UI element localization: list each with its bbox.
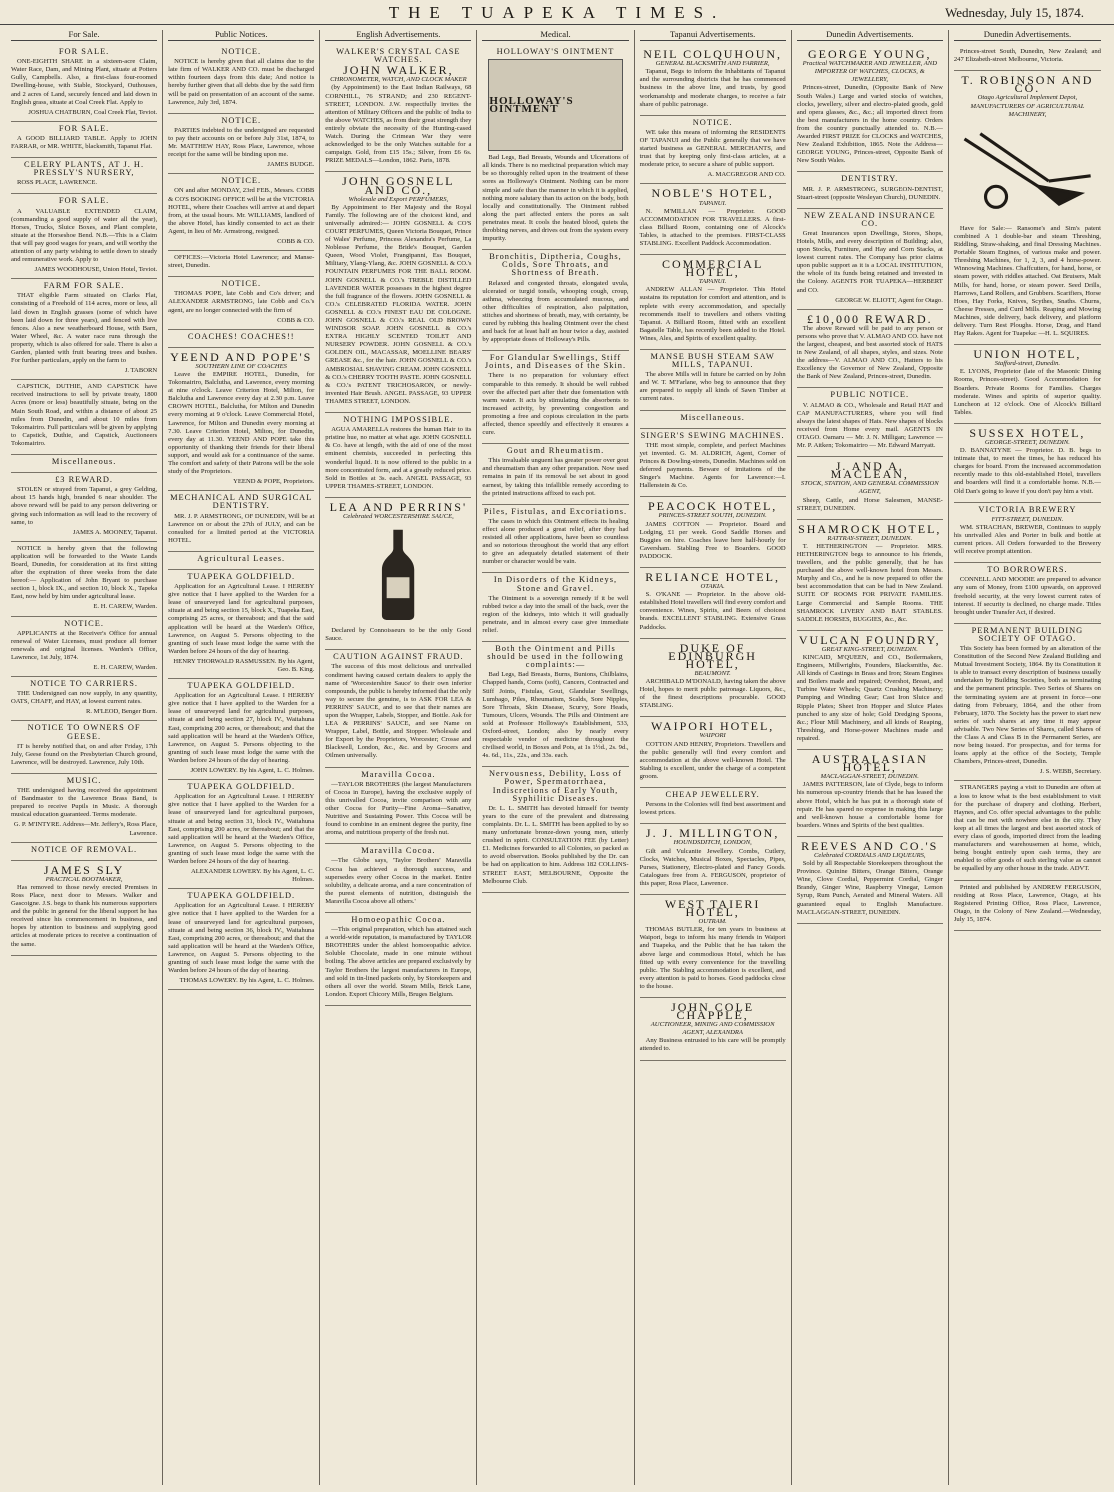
ad-title: Miscellaneous. bbox=[51, 457, 117, 467]
advertisement bbox=[640, 788, 786, 824]
advertisement bbox=[954, 345, 1101, 424]
ad-body: IT is hereby notified that, on and after Friday, 17th July, Geese found on the Presbyterian Church ground, Lawrence, will be destroyed. Lawrence, July 10th. bbox=[11, 742, 158, 766]
ad-body: The Ointment is a sovereign remedy if it be well rubbed twice a day into the small of the back, over the region of the kidneys, into which it will gradually penetrate, and in almost every case give immediate relief. bbox=[482, 594, 629, 634]
advertisement bbox=[11, 380, 157, 455]
advertisement bbox=[168, 277, 314, 329]
ad-headline: £10,000 REWARD. bbox=[806, 311, 933, 326]
ad-subtitle: Celebrated WORCESTERSHIRE SAUCE, bbox=[342, 512, 454, 520]
ad-body: ANDREW ALLAN — Proprietor. This Hotel sustains its reputation for comfort and attention, and is replete with every accommodation, and specially recommends itself to travellers and others visiting Tapanui. A Billiard Room, fitted with an excellent Bagatelle Table, has recently been added to the Hotel. Wines, Ales, and Spirits of excellent quality. bbox=[639, 286, 786, 342]
ad-title: Both the Ointment and Pills should be used in the following complaints:— bbox=[487, 644, 624, 670]
advertisement bbox=[168, 348, 314, 492]
masthead bbox=[0, 0, 1114, 25]
advertisement bbox=[168, 570, 314, 679]
section-header: Dunedin Advertisements. bbox=[797, 30, 943, 41]
advertisement bbox=[482, 250, 628, 351]
ad-signature: JOHN LOWERY. By his Agent, L. C. Holmes. bbox=[190, 767, 315, 775]
advertisement bbox=[11, 455, 157, 473]
ad-signature: THOMAS LOWERY. By his Agent, L. C. Holmes. bbox=[179, 977, 315, 985]
ad-title: CAUTION AGAINST FRAUD. bbox=[333, 652, 464, 662]
advertisement bbox=[797, 209, 943, 310]
column-4 bbox=[477, 30, 634, 1485]
ad-body: Application for an Agricultural Lease. I HEREBY give notice that I have applied to the Warden for a lease of unsurveyed land for agricultural purposes, situate at and being section 15, block X., Tuapeka East, comprising 25 acres, or thereabout; and that the said application will be heard at the Warden's Office, Lawrence, on August 5. Persons objecting to the granting of such lease must lodge the same with the Warden before 24 hours of the day of hearing. bbox=[168, 583, 315, 655]
ad-body: Leave the EMPIRE HOTEL, Dunedin, for Tokomairiro, Balclutha, and Lawrence, every morning at nine o'clock. Leave Criterion Hotel, Milton, for Balclutha and Lawrence every day at 2.30 p.m. Leave CROWN HOTEL, Balclutha, for Milton and Dunedin every morning at 9 o'clock. Leave Commercial Hotel, Lawrence, for Milton and Dunedin every morning at 7.30. Leave Criterion Hotel, Milton, for Dunedin, every day at 11.30. YEEND AND POPE take this opportunity of thanking their friends for their liberal support, and would ask for a continuance of the same. The comfort and safety of their Patrons will be the sole study of the Proprietors. bbox=[168, 371, 315, 476]
ad-headline: YEEND AND POPE'S bbox=[170, 349, 313, 364]
ad-body: ARCHIBALD M'DONALD, having taken the above Hotel, hopes to merit public patronage. Liquors, &c., of the finest descriptions procurable. GOOD STABLING. bbox=[639, 678, 786, 710]
ad-title: Nervousness, Debility, Loss of Power, Spermatorrhaea, Indiscretions of Early Youth, Syphilitic Diseases. bbox=[489, 769, 622, 803]
newspaper-title: THE TUAPEKA TIMES. bbox=[388, 3, 726, 22]
ad-title: Maravilla Cocoa. bbox=[361, 769, 436, 779]
advertisement bbox=[482, 45, 628, 250]
ad-signature: E. H. CAREW, Warden. bbox=[93, 603, 158, 611]
sauce-bottle-icon bbox=[325, 525, 471, 620]
holloway-illustration bbox=[488, 59, 622, 151]
ad-subtitle: Otago Agricultural Implement Depot, MANUFACTURERS OF AGRICULTURAL MACHINERY, bbox=[970, 94, 1085, 118]
ad-title: COACHES! COACHES!! bbox=[187, 331, 295, 341]
ad-title: HOLLOWAY'S OINTMENT bbox=[496, 47, 615, 57]
ad-body: STRANGERS paying a visit to Dunedin are often at a loss to know what is the best establishment to visit for the purchase of drapery and clothing. Herbert, Haynes, and Co. offer special advantages to the public that can be met with nowhere else in the city. They keep at all times the largest and best assorted stock of every class of goods, imported direct from the leading manufacturers and warehousemen at home, which, being bought entirely upon cash terms, they are enabled to offer goods of such sterling value as cannot be equalled by any other house in the trade. ADVT. bbox=[953, 784, 1101, 873]
column-2 bbox=[163, 30, 320, 1485]
advertisement bbox=[640, 639, 786, 718]
ad-body: Sold by all Respectable Storekeepers throughout the Province. Quinine Bitters, Orange Bitters, Orange Wine, Clove Cordial, Peppermint Cordial, Ginger Brandy, Ginger Wine, Raspberry Vinegar, Lemon Syrup, Rum Punch, Aerated and Mineral Waters. All guaranteed equal to English Manufacture. MACLAGGAN-STREET, DUNEDIN. bbox=[796, 860, 943, 916]
ad-signature: R. M'LEOD, Benger Burn. bbox=[85, 708, 158, 716]
ad-headline: LEA AND PERRINS' bbox=[329, 499, 468, 514]
ad-body: Great Insurances upon Dwellings, Stores, Shops, Hotels, Mills, and every description of Building; also, upon Stocks, Furniture, and Hay and Corn Stacks, at lowest current rates. The Company has prior claims upon public support as it is a LOCAL INSTITUTION, the whole of its funds being retained and invested in the Colony. AGENTS FOR TUAPEKA—HERBERT and CO. bbox=[796, 229, 943, 294]
ad-body: THAT eligible Farm situated on Clarks Flat, consisting of a Freehold of 114 acres, more or less, all laid down in English grasses (some of which have been laid down for three years), and fenced with live fences. Also a new weatherboard House, with Barn, Water Wheel, &c. A water race runs through the property, which is also offered for sale. There is also a Garden, planted with fruit bearing trees and bushes. For further particulars, apply on the farm to bbox=[11, 292, 158, 365]
ad-headline: JOHN COLE CHAPPLE, bbox=[671, 1000, 755, 1023]
ad-signature: E. H. CAREW, Warden. bbox=[93, 664, 158, 671]
advertisement bbox=[325, 45, 471, 172]
ad-title: Agricultural Leases. bbox=[197, 553, 286, 563]
ad-signature: JAMES A. MOONEY, Tapanui. bbox=[72, 528, 158, 536]
ad-subtitle: GENERAL BLACKSMITH AND FARRIER, bbox=[655, 60, 770, 68]
ad-title: NOTICE. bbox=[64, 618, 104, 628]
advertisement bbox=[954, 781, 1101, 880]
ad-body: V. ALMAO & CO., Wholesale and Retail HAT and CAP MANUFACTURERS, where you will find always the latest shapes of Hats. New shapes of blocks received from Home every mail. AGENTS IN OTAGO. Oamaru — Mr. J. N. Milligan; Lawrence — Mr. P. Aitken; Tokomairiro — Mr. Edward Marryatt. bbox=[796, 401, 943, 450]
ad-headline: JOHN GOSNELL AND CO., bbox=[342, 174, 455, 197]
advertisement bbox=[325, 413, 471, 498]
ad-body: N. M'MILLAN — Proprietor. GOOD ACCOMMODATION FOR TRAVELLERS. A first-class Billiard Room, containing one of Alcock's Tables, is attached to the premises. FIRST-CLASS STABLING. Excellent Paddock Accommodation. bbox=[639, 207, 786, 247]
ad-body: STOLEN or strayed from Tapanui, a grey Gelding, about 15 hands high, branded 6 near shoulder. The above reward will be paid to any person delivering or giving such information as will lead to the recovery of same, to bbox=[11, 486, 158, 526]
advertisement bbox=[11, 542, 157, 617]
ad-title: TUAPEKA GOLDFIELD. bbox=[187, 681, 296, 691]
ad-title: DENTISTRY. bbox=[841, 174, 899, 184]
advertisement bbox=[482, 767, 628, 892]
advertisement bbox=[954, 881, 1101, 931]
advertisement bbox=[640, 411, 786, 429]
ad-body: The success of this most delicious and unrivalled condiment having caused certain dealers to apply the name of 'Worcestershire Sauce' to their own inferior compounds, the public is hereby informed that the only way to secure the genuine, is to ASK FOR LEA & PERRINS' SAUCE, and to see that their names are upon the Wrapper, Labels, Stopper, and Bottle. Ask for LEA & PERRINS' SAUCE, and see Name on Wrapper, Label, Bottle, and Stopper. Wholesale and for Export by the Proprietors, Worcester; Crosse and Blackwell, London, &c., &c. and by Grocers and Oilmen universally. bbox=[325, 663, 472, 760]
advertisement bbox=[640, 568, 786, 639]
advertisement bbox=[168, 491, 314, 552]
ad-title: NOTICE. bbox=[221, 115, 262, 125]
ad-headline: WEST TAIERI HOTEL, bbox=[664, 896, 761, 920]
ad-body: Persons in the Colonies will find best assortment and lowest prices. bbox=[639, 801, 786, 817]
ad-body: COTTON AND HENRY, Proprietors. Travellers and the public generally will find every comfort and accommodation at the above well-known Hotel. The Stabling is excellent, under the charge of a competent groom. bbox=[639, 740, 786, 780]
ad-signature: COBB & CO. bbox=[277, 237, 315, 245]
ad-title: NOTHING IMPOSSIBLE. bbox=[343, 415, 454, 425]
column-7 bbox=[949, 30, 1106, 1485]
ad-body: WE take this means of informing the RESIDENTS OF TAPANUI and the Public generally that we have started business as GENERAL MERCHANTS, and trust that by keeping only first-class articles, at a moderate price, to secure a share of public support. bbox=[639, 128, 786, 169]
advertisement bbox=[325, 498, 471, 650]
advertisement bbox=[640, 255, 786, 350]
ad-subtitle: BEAUMONT. bbox=[694, 669, 731, 677]
advertisement bbox=[797, 310, 943, 389]
ad-title: FOR SALE. bbox=[58, 123, 110, 133]
advertisement bbox=[640, 350, 786, 411]
advertisement bbox=[954, 503, 1101, 564]
ad-subtitle: STOCK, STATION, AND GENERAL COMMISSION AGENT, bbox=[800, 480, 939, 496]
ad-headline: PEACOCK HOTEL, bbox=[647, 499, 778, 514]
ad-title: NEW ZEALAND INSURANCE CO. bbox=[803, 210, 936, 228]
ad-body: Princes-street, Dunedin, (Opposite Bank of New South Wales.) Large and varied stocks of watches, clocks, jewellery, silver and electro-plated goods, gold and opera glasses, &c., &c.; all imported direct from the best manufacturers in the home country. Orders from the country punctually attended to. N.B.—Awarded FIRST PRIZE for CLOCKS and WATCHES, New Zealand Exhibition, 1865. Note the Address—GEORGE YOUNG, Princes-street, Opposite Bank of New South Wales. bbox=[796, 84, 943, 165]
ad-signature: ALEXANDER LOWERY. By his Agent, L. C. Holmes. bbox=[190, 868, 315, 884]
ad-body: —The Globe says, 'Taylor Brothers' Maravilla Cocoa has achieved a thorough success, and supersedes every other Cocoa in the market. Entire solubility, a delicate aroma, and a rare concentration of the purest elements of nutrition, distinguish the Maravilla Cocoa above all others.' bbox=[325, 857, 472, 905]
ad-subtitle: RATTRAY-STREET, DUNEDIN. bbox=[827, 534, 913, 542]
ad-signature: A. MACGREGOR AND CO. bbox=[707, 171, 786, 179]
advertisement bbox=[325, 844, 471, 913]
ad-headline: T. ROBINSON AND CO. bbox=[961, 73, 1094, 96]
ad-title: FARM FOR SALE. bbox=[43, 281, 125, 291]
advertisement bbox=[325, 172, 471, 413]
column-1 bbox=[6, 30, 163, 1485]
ad-body: Any Business entrusted to his care will be promptly attended to. bbox=[639, 1037, 786, 1053]
advertisement bbox=[482, 505, 628, 574]
ad-headline: J. AND A. MACLEAN, bbox=[830, 459, 909, 482]
advertisement bbox=[482, 573, 628, 642]
advertisement bbox=[168, 251, 314, 277]
ad-body: OFFICES:—Victoria Hotel Lawrence; and Manse-street, Dunedin. bbox=[168, 254, 315, 270]
ad-headline: SHAMROCK HOTEL, bbox=[798, 521, 942, 536]
ad-body: Application for an Agricultural Lease. I HEREBY give notice that I have applied to the Warden for a lease of unsurveyed land for agricultural purposes, situate at and being section 31, block IV., Waitahuna East, comprising 200 acres, or thereabout; and that the said application will be heard at the Warden's Office, Lawrence, on August 5. Persons objecting to the granting of such lease must lodge the same with the Warden before 24 hours of the day of hearing. bbox=[168, 793, 315, 865]
ad-subtitle: HOUNDSDITCH, LONDON, bbox=[673, 839, 752, 847]
advertisement bbox=[640, 717, 786, 788]
ad-body: THOMAS BUTLER, for ten years in business at Waipori, begs to inform his many friends in Waipori and Tuapeka, and the Public that he has taken the above large and commodious Hotel, which he has fitted up with every convenience for the travelling public. The Stabling accommodation is excellent, and every attention is paid to horses. Good paddocks close to the house. bbox=[639, 926, 786, 990]
ad-title: NOTICE. bbox=[221, 47, 262, 57]
ad-body: CAPSTICK, DUTHIE, AND CAPSTICK have received instructions to sell by private treaty, 1800 Acres (more or less) beautifully situate, being on the Main South Road, and within a distance of about 25 miles from Dunedin, and about 10 miles from Tokomairiro. Full particulars will be given by applying to Capstick, Duthie, and Capstick, Auctioneers Tokomairiro. bbox=[11, 383, 158, 447]
ad-body: NOTICE is hereby given that the following application will be forwarded to the Waste Lands Board, Dunedin, for consideration at its first sitting after the expiration of three weeks from the date hereof:— Application of John Bryant to purchase section 1, block IX., and section 10, block X., Tapeka East, now held by him under agricultural lease. bbox=[11, 544, 158, 601]
ad-body: NOTICE is hereby given that all claims due to the late firm of WALKER AND CO. must be discharged within fourteen days from this date; And notice is hereby further given that all debts due by the said firm will be paid on presentation of an account of the same. Lawrence, July 3rd, 1874. bbox=[168, 58, 315, 106]
ad-title: Bronchitis, Diptheria, Coughs, Colds, Sore Throats, and Shortness of Breath. bbox=[489, 252, 622, 278]
ad-headline: GEORGE YOUNG, bbox=[808, 47, 932, 62]
advertisement bbox=[640, 116, 786, 185]
ad-title: PUBLIC NOTICE. bbox=[830, 390, 910, 400]
ad-subtitle: GREAT KING-STREET, DUNEDIN. bbox=[821, 645, 918, 653]
ad-title: CELERY PLANTS, AT J. H. PRESSLY'S NURSERY, bbox=[24, 160, 145, 178]
ad-headline: WAIPORI HOTEL, bbox=[650, 719, 775, 734]
section-header: Medical. bbox=[482, 30, 628, 41]
ad-signature: COBB & CO. bbox=[277, 316, 315, 324]
ad-title: CHEAP JEWELLERY. bbox=[665, 790, 760, 800]
ad-signature: JOSHUA CHATBURN, Coal Creek Flat, Teviot. bbox=[28, 108, 158, 116]
ad-title: MUSIC. bbox=[66, 775, 102, 785]
ad-title: Piles, Fistulas, and Excoriations. bbox=[483, 506, 628, 516]
ad-signature: YEEND & POPE, Proprietors. bbox=[233, 478, 315, 486]
ad-headline: VULCAN FOUNDRY, bbox=[798, 632, 941, 647]
ad-subtitle: WAIPORI bbox=[699, 732, 726, 740]
ad-headline: AUSTRALASIAN HOTEL, bbox=[811, 752, 928, 775]
ad-title: TUAPEKA GOLDFIELD. bbox=[187, 571, 296, 581]
advertisement bbox=[797, 45, 943, 172]
ad-body: MR. J. P. ARMSTRONG, OF DUNEDIN, Will be at Lawrence on or about the 27th of JULY, and can be consulted for a limited period at the VICTORIA HOTEL. bbox=[168, 512, 315, 544]
ad-subtitle: PRINCES-STREET SOUTH, DUNEDIN. bbox=[658, 512, 767, 520]
ad-signature: GEORGE W. ELIOTT, Agent for Otago. bbox=[835, 296, 943, 304]
advertisement bbox=[168, 45, 314, 114]
ad-body: The above Reward will be paid to any person or persons who prove that V. ALMAO AND CO. have not the largest, cheapest, and best assorted stock of HATS in New Zealand, of all shapes, styles, and sizes. Note the address—V. ALMAO AND CO., Hatters to his Excellency the Governor of New Zealand, Opposite the Bank of New Zealand, Princes-street, Dunedin. bbox=[796, 324, 943, 381]
ad-body: —This original preparation, which has attained such a world-wide reputation, is manufactured by TAYLOR BROTHERS under the ablest homoeopathic advice. Soluble Chocolate, made in one minute without boiling. The above articles are prepared exclusively by Taylor Brothers the largest manufacturers in Europe, and sold in tin-lined packets only, by Storekeepers and others all over the world. Steam Mills, Brick Lane, London. Export Chicory Mills, Bruges Belgium. bbox=[325, 926, 472, 998]
advertisement bbox=[640, 895, 786, 998]
advertisement bbox=[325, 913, 471, 1006]
ad-headline: NOBLE'S HOTEL, bbox=[651, 186, 774, 201]
ad-title: Miscellaneous. bbox=[680, 412, 745, 422]
ad-body: A GOOD BILLIARD TABLE. Apply to JOHN FARRAR, or MR. WHITE, blacksmith, Tapanui Flat. bbox=[11, 134, 158, 151]
ad-body: Sheep, Cattle, and Horse Salesmen, MANSE-STREET, DUNEDIN. bbox=[796, 496, 943, 512]
ad-title: MECHANICAL AND SURGICAL DENTISTRY. bbox=[170, 493, 313, 511]
ad-title: NOTICE. bbox=[221, 279, 262, 289]
advertisement bbox=[11, 861, 157, 956]
ad-body: PARTIES indebted to the undersigned are requested to pay their accounts on or before July 31st, 1874, to Mr. MATTHEW HAY, Ross Place, Lawrence, whose receipt for the same will be binding upon me. bbox=[168, 126, 315, 159]
advertisement bbox=[11, 158, 157, 194]
ad-title: NOTICE OF REMOVAL. bbox=[31, 844, 138, 854]
ad-body: Gilt and Vulcanite Jewellery. Combs, Cutlery, Clocks, Watches, Musical Boxes, Spectacles, Pipes, Purses, Stationery, Electro-plated and Fancy Goods. Catalogues free from A. FERGUSON, proprietor of this paper, Ross Place, Lawrence. bbox=[639, 847, 786, 887]
section-header: Public Notices. bbox=[168, 30, 314, 41]
ad-subtitle: GEORGE-STREET, DUNEDIN. bbox=[984, 439, 1070, 446]
ad-title: TUAPEKA GOLDFIELD. bbox=[187, 782, 296, 792]
advertisement bbox=[640, 45, 786, 116]
advertisement bbox=[954, 424, 1101, 503]
ad-body: This invaluable unguent has greater power over gout and rheumatism than any other preparation. Now used remains in pain if its removal be set about in good earnest, by taking this infallible remedy according to the printed instructions affixed to each pot. bbox=[482, 457, 629, 497]
ad-signature: JAMES BUDGE. bbox=[267, 161, 315, 169]
ad-body: ONE-EIGHTH SHARE in a sixteen-acre Claim, Water Race, Dam, and Mining Plant, situate at Potters Gully, Campbells. Also, a first-class four-roomed Dwelling-house, with Stable, Stockyard, Outhouses, and 2 acres of Land, securely fenced and laid down in English grass, situate at Coal Creek Flat. Apply to bbox=[11, 58, 158, 106]
ad-signature: J. S. WEBB, Secretary. bbox=[1039, 768, 1101, 776]
advertisement bbox=[325, 650, 471, 767]
advertisement bbox=[11, 279, 157, 380]
advertisement bbox=[797, 520, 943, 631]
ad-body: WM. STRACHAN, BREWER, Continues to supply his unrivalled Ales and Porter in bulk and bottle at current prices. All Orders forwarded to the Brewery will receive prompt attention. bbox=[953, 523, 1101, 556]
advertisement bbox=[797, 457, 943, 520]
ad-body: THE Undersigned can now supply, in any quantity, OATS, CHAFF, and HAY, at lowest current rates. bbox=[11, 690, 158, 706]
ad-signature: HENRY THORWALD RASMUSSEN. By his Agent, Geo. B. King. bbox=[173, 657, 315, 673]
ad-body: Princes-street South, Dunedin, New Zealand; and 247 Elizabeth-street Melbourne, Victoria. bbox=[953, 48, 1101, 64]
advertisement bbox=[11, 774, 157, 843]
ad-title: NOTICE. bbox=[692, 117, 733, 127]
ad-body: Application for an Agricultural Lease. I HEREBY give notice that I have applied to the Warden for a lease of unsurveyed land for agricultural purposes, situate at and being section 36, block IV., Waitahuna East, comprising 200 acres, or thereabout; and that the said application will be heard at the Warden's Office, Lawrence, on August 5. Persons objecting to the granting of such lease must lodge the same with the Warden before 24 hours of the day of hearing. bbox=[168, 902, 315, 975]
advertisement bbox=[797, 388, 943, 457]
advertisement bbox=[11, 721, 157, 773]
section-header: Tapanui Advertisements. bbox=[640, 30, 786, 41]
ad-signature: JAMES WOODHOUSE, Union Hotel, Teviot. bbox=[34, 266, 158, 274]
section-header: English Advertisements. bbox=[325, 30, 471, 41]
advertisement bbox=[168, 174, 314, 251]
advertisement bbox=[482, 642, 628, 767]
ad-headline: COMMERCIAL HOTEL, bbox=[661, 257, 764, 280]
advertisement bbox=[168, 780, 314, 889]
advertisement bbox=[325, 768, 471, 845]
ad-headline: J. J. MILLINGTON, bbox=[645, 826, 780, 841]
ad-headline: NEIL COLQUHOUN, bbox=[643, 47, 783, 62]
ad-body: Printed and published by ANDREW FERGUSON, residing at Ross Place, Lawrence, Otago, at his Registered Printing Office, Ross Place, Lawrence, Otago, in the Colony of New Zealand.—Wednesday, July 15, 1874. bbox=[953, 883, 1101, 923]
holloway-banner-text: HOLLOWAY'S OINTMENT bbox=[489, 95, 574, 116]
column-grid bbox=[6, 30, 1106, 1485]
advertisement bbox=[11, 677, 157, 721]
advertisement bbox=[11, 122, 157, 158]
advertisement bbox=[11, 617, 157, 678]
ad-title: TO BORROWERS. bbox=[987, 565, 1068, 575]
advertisement bbox=[168, 114, 314, 175]
advertisement bbox=[168, 552, 314, 570]
advertisement bbox=[954, 624, 1101, 782]
ad-title: FOR SALE. bbox=[58, 196, 110, 206]
advertisement bbox=[640, 429, 786, 498]
ad-subtitle: Stafford-street, Dunedin. bbox=[994, 360, 1061, 368]
ad-body: By Appointment to Her Majesty and the Royal Family. The following are of the choicest kind, and universally admired:— JOHN GOSNELL & CO'S COURT PERFUMES, Queen Victoria Bouquet, Prince of Wales' Perfume, Princess Alexandra's Perfume, La Noblesse Perfume, the Bride's Bouquet, Garden Queen, Wood Violet, Frangipanni, Ess Bouquet, Military, Ylang-Ylang, &c. JOHN GOSNELL & CO.'s FOUNTAIN PERFUMES FOR THE BALL ROOM. JOHN GOSNELL & CO.'s TREBLE DISTILLED LAVENDER WATER possesses in the highest degree the full fragrance of the flowers. JOHN GOSNELL & CO.'s CELEBRATED FLORIDA WATER. JOHN GOSNELL & CO.'s FINEST EAU DE COLOGNE. JOHN GOSNELL & CO.'s REAL OLD BROWN WINDSOR SOAP. JOHN GOSNELL & CO.'s EXTRA HIGHLY SCENTED TOILET AND NURSERY POWDER. JOHN GOSNELL & CO.'s GOLDEN OIL, MACASSAR, MOELLINE BEARS' GREASE &c., for the hair. JOHN GOSNELL & CO.'s AMBROSIAL SHAVING CREAM. JOHN GOSNELL & CO.'s CHERRY TOOTH PASTE. JOHN GOSNELL & CO.'s PATENT TRICHOSARON, or newly-invented Hair Brush. ANGEL PASSAGE, 93 UPPER THAMES STREET, LONDON. bbox=[325, 203, 472, 405]
ad-body: This Society has been formed by an alteration of the Constitution of the Second New Zealand Building and Mutual Investment Society, 1864. By its Constitution it is able to transact every description of business usually undertaken by Building Societies, both as terminating and the permanent principle. Two Series of Shares on the terminating system are at present in force—one dating from February, 1864, and the other from February, 1870. The Society has the power to start new series of such shares at any time it may appear advisable. Two New Series of Shares, called Shares of the Class A and Class B in the Permanent Series, are now being issued. For prospectus, and for terms for loans apply at the office of the Society, Temple Chambers, Princes-street, Dunedin. bbox=[953, 644, 1101, 766]
advertisement bbox=[11, 473, 157, 542]
advertisement bbox=[11, 843, 157, 861]
ad-title: Homoeopathic Cocoa. bbox=[351, 914, 446, 924]
advertisement bbox=[168, 330, 314, 348]
ad-headline: JOHN WALKER, bbox=[343, 63, 454, 78]
advertisement bbox=[797, 837, 943, 924]
advertisement bbox=[482, 351, 628, 444]
ad-body: Has removed to those newly erected Premises in Ross Place, next door to Messrs. Walker and Gascoigne. J.S. begs to thank his numerous supporters and the public in general for the liberal support he has received since his commencement in business, and hopes by attention to business and supplying good articles at moderate prices to receive a continuation of the same. bbox=[11, 883, 158, 948]
ad-headline: REEVES AND CO.'S bbox=[801, 838, 939, 853]
ad-body: Relaxed and congested throats, elongated uvula, ulcerated or turgid tonsils, whooping cough, croup, asthma, wheezing from accumulated mucous, and other difficulties of respiration, also palpitation, stitches and shortness of breath, may, with certainty, be cured by rubbing this healing Ointment over the chest and back for at least half an hour twice a day, assisted by appropriate doses of Holloway's Pills. bbox=[482, 279, 629, 344]
ad-body: THOMAS POPE, late Cobb and Co's driver; and ALEXANDER ARMSTRONG, late Cobb and Co.'s agent, are no longer connected with the firm of bbox=[168, 290, 315, 314]
ad-title: SINGER'S SEWING MACHINES. bbox=[640, 430, 785, 440]
column-5 bbox=[635, 30, 792, 1485]
ad-subtitle: FITT-STREET, DUNEDIN. bbox=[991, 515, 1064, 523]
advertisement bbox=[11, 194, 157, 279]
ad-body: KINCAID, M'QUEEN, and CO., Boilermakers, Engineers, Millwrights, Founders, Blacksmiths, &c. All kinds of Castings in Brass and Iron; Steam Engines and Boilers made and repaired; Overshot, Breast, and Turbine Water Wheels; Quartz Crushing Machinery; Pumping and Winding Gear; Cast Iron Sluice and Ripple Plates; Sheet Iron Hopper and Sluice Plates punched to any size of hole; Gold Dredging Spoons, &c.; Flour Mill Machinery, and all kinds of Reaping, Threshing, and Horse-power Machines made and repaired. bbox=[796, 654, 943, 742]
ad-body: S. O'KANE — Proprietor. In the above old-established Hotel travellers will find every comfort and convenience. Wines, Spirits, and Beers of choicest brands. EXCELLENT STABLING. Extensive Grass Paddocks. bbox=[639, 591, 786, 631]
ad-body: THE undersigned having received the appointment of Bandmaster to the Lawrence Brass Band, is prepared to receive Pupils in Music. A thorough musical education guaranteed. Terms moderate. bbox=[11, 787, 158, 819]
ad-title: WALKER'S CRYSTAL CASE WATCHES. bbox=[336, 47, 461, 65]
ad-subtitle: SOUTHERN LINE OF COACHES bbox=[195, 362, 287, 370]
ad-subtitle: TAPANUI. bbox=[698, 278, 727, 286]
ad-title: For Glandular Swellings, Stiff Joints, and Diseases of the Skin. bbox=[484, 353, 627, 371]
ad-subtitle: OTAKIA. bbox=[700, 583, 725, 591]
ad-body: ROSS PLACE, LAWRENCE. bbox=[17, 179, 98, 187]
section-header: For Sale. bbox=[11, 30, 157, 41]
ad-body: APPLICANTS at the Receiver's Office for annual renewal of Water Licenses, must produce all former renewals and original licenses. Warden's Office, Lawrence, 1st July, 1874. bbox=[11, 629, 158, 661]
ad-subtitle: TAPANUI. bbox=[698, 199, 727, 207]
ad-headline: UNION HOTEL, bbox=[973, 347, 1082, 362]
ad-title: £3 REWARD. bbox=[55, 475, 114, 485]
ad-body: T. HETHERINGTON — Proprietor. MRS. HETHERINGTON begs to announce to his friends, travellers, and the public generally, that he has purchased the above well-known hotel from Messrs. Murphy and Co., and he is now prepared to offer the best accommodation that can be had in New Zealand. SUITE OF ROOMS FOR PRIVATE FAMILIES. Large Commercial and Sample Rooms. THE SHAMROCK LIVERY AND BAIT STABLES. SADDLE HORSES, BUGGIES, &c., &c. bbox=[796, 542, 943, 623]
ad-subtitle: MACLAGGAN-STREET, DUNEDIN. bbox=[820, 773, 919, 781]
column-6 bbox=[792, 30, 949, 1485]
column-3 bbox=[320, 30, 477, 1485]
ad-body: Declared by Connoisseurs to be the only Good Sauce. bbox=[325, 627, 472, 643]
ad-title: PERMANENT BUILDING SOCIETY OF OTAGO. bbox=[971, 625, 1084, 643]
ad-title: NOTICE TO CARRIERS. bbox=[30, 679, 138, 689]
ad-body: —TAYLOR BROTHERS (the largest Manufacturers of Cocoa in Europe), having the exclusive supply of this unrivalled Cocoa, invite comparison with any other Cocoa for Purity—Fine Aroma—Sanative, Nutritive and Sustaining Power. This Cocoa will be found to combine in an eminent degree the purity, fine aroma, and nutritious property of the fresh nut. bbox=[325, 780, 472, 837]
ad-subtitle: AUCTIONEER, MINING AND COMMISSION AGENT, ALEXANDRA bbox=[650, 1021, 775, 1037]
ad-body: A VALUABLE EXTENDED CLAIM, (commanding a good supply of water all the year), Horses, Trucks, Sluice Boxes, and Plant complete, situate at the Horseshoe Bend. N.B.—This is a Claim that will pay good wages for years, and will worthy the attention of any party wishing to settle down to steady and remunerative work. Apply to bbox=[11, 207, 158, 264]
ad-body: Bad Legs, Bad Breasts, Burns, Bunions, Chilblains, Chapped hands, Corns (soft), Cancers, Contracted and Stiff Joints, Fistulas, Gout, Glandular Swellings, Lumbago, Piles, Rheumatism, Scalds, Sore Nipples, Sore Throats, Skin Disease, Scurvy, Sore Heads, Tumours, Ulcers, Wounds. The Pills and Ointment are sold at Professor Holloway's Establishment, 533, Oxford-street, London; also by nearly every respectable vendor of medicine throughout the civilised world, in Boxes and Pots, at 1s 1½d., 2s. 9d., 4s. 6d., 11s., 22s., and 33s. each. bbox=[482, 671, 629, 760]
ad-body: The above Mills will in future be carried on by John and W. T. M'Farlane, who beg to announce that they are prepared to supply all kinds of Sawn Timber at current rates. bbox=[639, 371, 786, 403]
ad-body: JAMES COTTON — Proprietor. Board and Lodging, £1 per week. Good Saddle Horses and Buggies on hire. Coaches leave here half-hourly for Caversham. Stabling Free to Boarders. GOOD PADDOCK. bbox=[639, 520, 786, 560]
advertisement bbox=[11, 45, 157, 122]
ad-title: In Disorders of the Kidneys, Stone and Gravel. bbox=[493, 575, 618, 593]
ad-title: VICTORIA BREWERY bbox=[978, 504, 1077, 514]
ad-subtitle: Celebrated CORDIALS AND LIQUEURS, bbox=[813, 851, 926, 859]
ad-body: Dr. L. L. SMITH has devoted himself for twenty years to the cure of the prevalent and distressing complaints. Dr. L. L. SMITH has been applied to by so many unfortunate bronze-down young men, utterly crushed in spirit. CONSULTATION FEE (by Letter) £1. Medicines forwarded to all Colonies, so packed as to avoid observation. Books published by the Dr. can be had on application to him. Address 182 COLLINS-STREET EAST, MELBOURNE, Opposite the Melbourne Club. bbox=[482, 804, 629, 885]
advertisement bbox=[640, 824, 786, 895]
ad-signature: G. P. M'INTYRE. Address—Mr. Jeffery's, Ross Place, Lawrence. bbox=[13, 821, 158, 837]
section-header: Dunedin Advertisements. bbox=[954, 30, 1101, 41]
ad-body: Bad Legs, Bad Breasts, Wounds and Ulcerations of all kinds. There is no medicinal preparation which may be so thoroughly relied upon in the treatment of these sores as Holloway's Ointment. Nothing can be more simple and safe than the manner in which it is applied, nothing more salutary than its action on the body, both locally and constitutionally. The Ointment rubbed along the part affected enters the pores as salt penetrates meat. It cools the heated blood, quiets the throbbing nerves, and drives out from the system every impurity. bbox=[482, 154, 629, 243]
ad-title: Gout and Rheumatism. bbox=[506, 446, 605, 456]
advertisement bbox=[797, 750, 943, 837]
advertisement bbox=[168, 889, 314, 990]
ad-subtitle: OUTRAM. bbox=[698, 918, 727, 926]
ad-subtitle: Practical WATCHMAKER AND JEWELLER, AND IMPORTER OF WATCHES, CLOCKS, & JEWELLERY, bbox=[802, 60, 937, 84]
ad-title: FOR SALE. bbox=[58, 47, 110, 57]
ad-headline: RELIANCE HOTEL, bbox=[645, 569, 780, 584]
issue-date: Wednesday, July 15, 1874. bbox=[945, 5, 1084, 20]
ad-body: AGUA AMARELLA restores the human Hair to its pristine hue, no matter at what age. JOHN GOSNELL & Co. have at length, with the aid of one of the most eminent chemists, succeeded in perfecting this wonderful liquid. It is now offered to the public in a more concentrated form, and at a greatly reduced price. Sold in Bottles at 3s. each. ANGEL PASSAGE, 93 UPPER THAMES-STREET, LONDON. bbox=[325, 426, 472, 490]
ad-body: JAMES PATTERSON, late of Clyde, begs to inform his numerous up-country friends that he has leased the above Hotel, which he has put in a thorough state of repair. He has spared no expense in making this large and well-known house a comfortable home for boarders. Wines and Spirits of the best qualities. bbox=[796, 781, 943, 829]
ad-body: The cases in which this Ointment effects its healing effect alone produced a great relief, after they had resisted all other applications, have been so countless and so notorious throughout the world that any effort to give an adequately detailed statement of their number or character would be vain. bbox=[482, 517, 629, 566]
ad-headline: SUSSEX HOTEL, bbox=[969, 425, 1086, 440]
ad-body: D. BANNATYNE — Proprietor. D. B. begs to intimate that, to meet the times, he has reduced his charges for board. From the increased accommodation recently made to this old-established Hotel, travellers and boarders will find it a comfortable home. N.B.—Old Dan's going to leave if you don't pay him a visit. bbox=[953, 447, 1101, 495]
ad-body: MR. J. P. ARMSTRONG, SURGEON-DENTIST, Stuart-street (opposite Wesleyan Church), DUNEDIN. bbox=[796, 185, 943, 201]
advertisement bbox=[954, 45, 1101, 71]
ad-body: E. LYONS, Proprietor (late of the Masonic Dining Rooms, Princes-street). Good Accommodation for Boarders. Private Rooms for Families. Charges moderate. Wines and spirits of superior quality. Luncheon at 12 o'clock. One of Alcock's Billiard Tables. bbox=[953, 368, 1101, 416]
ad-body: Application for an Agricultural Lease. I HEREBY give notice that I have applied to the Warden for a lease of unsurveyed land for agricultural purposes, situate at and being section 27, block IV., Waitahuna East, comprising 200 acres, or thereabout; and that the said application will be heard at the Warden's Office, Lawrence, on August 5. Persons objecting to the granting of such lease must lodge the same with the Warden before 24 hours of the day of hearing. bbox=[168, 692, 315, 764]
advertisement bbox=[482, 444, 628, 505]
ad-headline: DUKE OF EDINBURGH HOTEL, bbox=[668, 640, 757, 671]
advertisement bbox=[954, 71, 1101, 345]
advertisement bbox=[640, 998, 786, 1061]
ad-title: NOTICE. bbox=[221, 176, 262, 186]
ad-body: Tapanui, Begs to inform the Inhabitants of Tapanui and the surrounding districts that he has commenced business in the above line, and trusts, by good workmanship and moderate charges, to receive a fair share of public patronage. bbox=[639, 68, 786, 108]
ad-body: ON and after MONDAY, 23rd FEB., Messrs. COBB & CO'S BOOKING OFFICE will be at the VICTORIA HOTEL, where their Coaches will arrive at and depart from, at the usual hours. Mr. WILLIAMS, landlord of the above Hotel, has kindly consented to act as their Agent, in lieu of Mr. Armstrong, resigned. bbox=[168, 187, 315, 235]
ad-subtitle: CHRONOMETER, WATCH, AND CLOCK MAKER bbox=[330, 76, 467, 84]
ad-title: TUAPEKA GOLDFIELD. bbox=[187, 891, 296, 901]
ad-body: (by Appointment) to the East Indian Railways, 68 CORNHILL, 76 STRAND; and 230 REGENT-STREET, LONDON. J.W. respectfully invites the attention of Military Officers and the public of India to the above WATCHES, as from their great strength they entirely obviate the necessity of the Hunting-cased Watch. During the Crimean War they were acknowledged to be the only Watches suitable for a campaign. Gold, from £15 15s.; Silver, from £6 6s. PRIZE MEDALS—London, 1862. Paris, 1878. bbox=[325, 84, 472, 165]
ad-title: Maravilla Cocoa. bbox=[361, 846, 436, 856]
ad-body: There is no preparation for voluntary effect comparable to this remedy. It should be well rubbed over the affected part after their due fomentation with warm water. It acts by stimulating the absorbents to increased activity, by preventing congestion and promoting a free and copious circulation in the parts affected, thence speedily and effectively it ensures a cure. bbox=[482, 372, 629, 437]
advertisement bbox=[797, 631, 943, 750]
advertisement bbox=[640, 184, 786, 255]
ad-title: MANSE BUSH STEAM SAW MILLS, TAPANUI. bbox=[650, 352, 775, 370]
ad-title: NOTICE TO OWNERS OF GEESE. bbox=[27, 723, 141, 741]
advertisement bbox=[640, 497, 786, 568]
ad-signature: J. TABORN bbox=[124, 367, 158, 375]
advertisement bbox=[954, 563, 1101, 624]
plough-icon bbox=[954, 123, 1101, 218]
ad-body: Have for Sale:— Ransome's and Sim's patent combined A 1 double-bar and steam Threshing, Riddling, Straw-shaking, and final Dressing Machines. Portable Steam Engines, of various make and power. Threshing Machines, for 1, 2, 3, and 4 horse-power. Winnowing Machines. Chaffcutters, for hand, horse, or steam power, with riddles attached. Oat Bruisers, Malt Mills, for hand, horse, or steam power. Seed Drills, Harrows, Land Rollers, and Grubbers. Scarifiers, Horse Hoes, Hay Forks, Knives, Scythes, Snaths. Churns, Cheese Presses, and Curd Mills. Reaping and Mowing Machines, side delivery, back delivery, and platform delivery. Turn Rest Ploughs. Horse, Drag, and Hand Hay Rakes. Agent for Tuapeka: —H. L. SQUIRES. bbox=[953, 224, 1101, 338]
ad-body: CONNELL AND MOODIE are prepared to advance any sum of Money, from £100 upwards, on approved freehold security, at the very lowest current rates of interest. If security is declined, no charge made. Titles brought under Transfer Act, if desired. bbox=[953, 576, 1101, 616]
ad-headline: JAMES SLY bbox=[43, 862, 125, 877]
ad-body: THE most simple, complete, and perfect Machines yet invented. G. M. ALDRICH, Agent, Corner of Princes & Dowling-streets, Dunedin. Machines sold on deferred payments. Beware of imitations of the Singer's Machine. Agents for Lawrence:—I. Hallenstein & Co. bbox=[639, 441, 786, 490]
advertisement bbox=[168, 679, 314, 780]
ad-subtitle: PRACTICAL BOOTMAKER, bbox=[45, 875, 123, 883]
advertisement bbox=[797, 172, 943, 208]
ad-subtitle: Wholesale and Export PERFUMERS, bbox=[348, 195, 449, 203]
